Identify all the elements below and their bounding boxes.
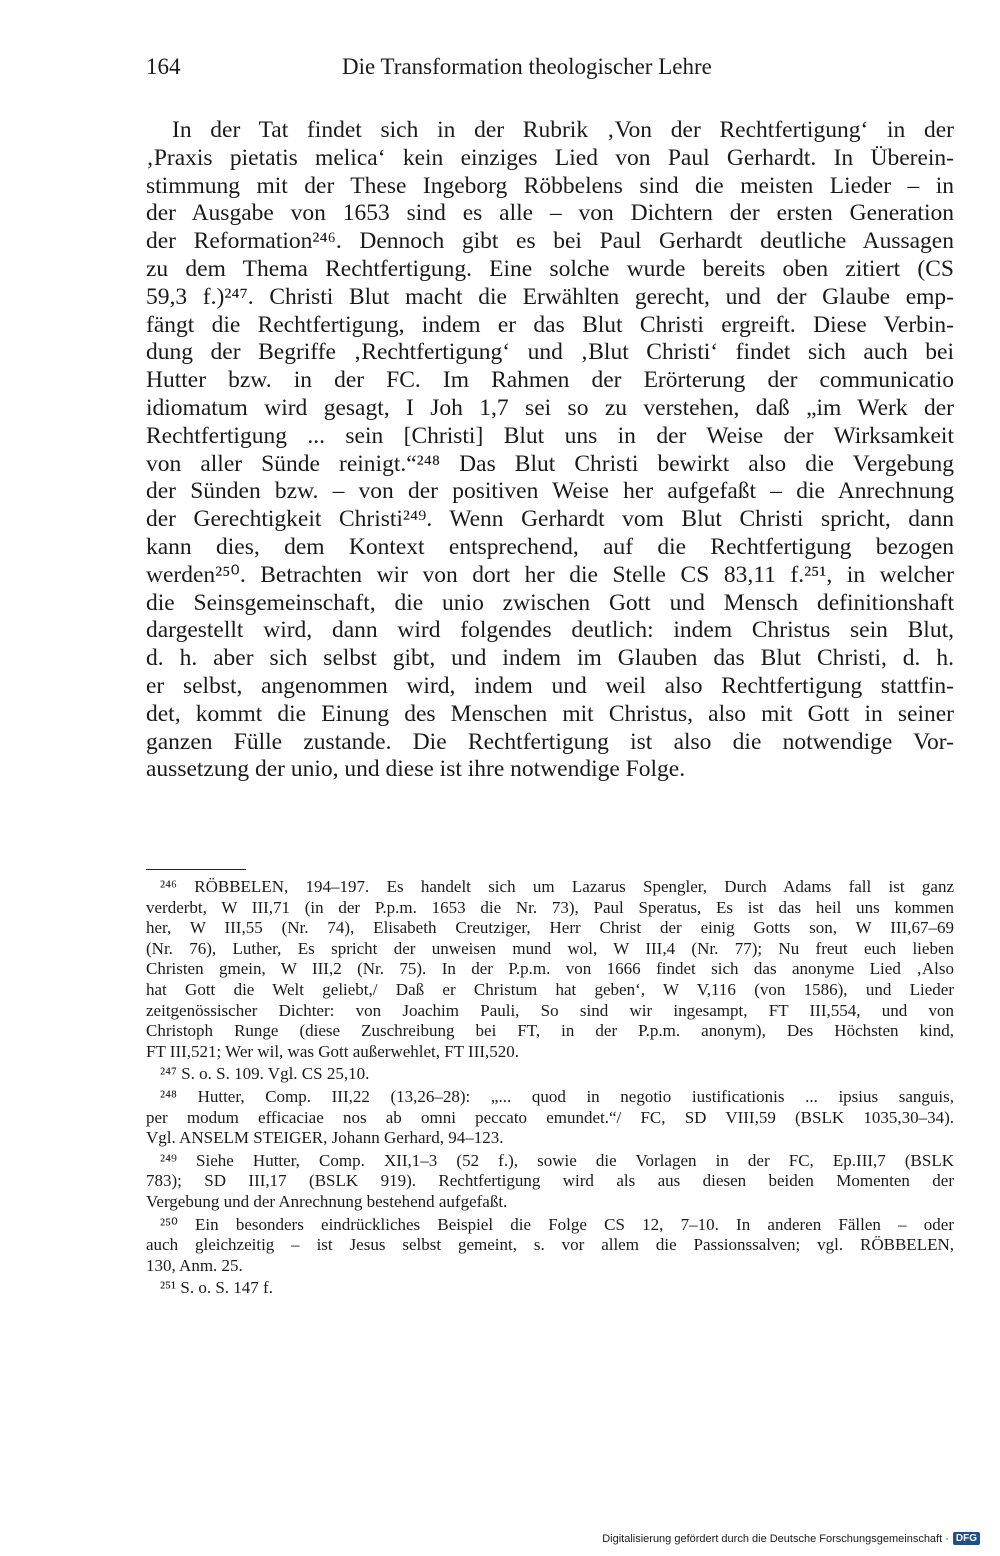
text-line: der Sünden bzw. – von der positiven Weise her aufgefaßt – die Anrechnung <box>146 478 954 505</box>
footnote-line: ²⁴⁸ Hutter, Comp. III,22 (13,26–28): „... quod in negotio iustificationis ... ipsius sanguis, <box>160 1086 954 1106</box>
text-line: Rechtfertigung ... sein [Christi] Blut uns in der Weise der Wirksamkeit <box>146 422 954 449</box>
footnote-line: ²⁴⁹ Siehe Hutter, Comp. XII,1–3 (52 f.), sowie die Vorlagen in der FC, Ep.III,7 (BSLK <box>160 1150 954 1170</box>
text-line: zu dem Thema Rechtfertigung. Eine solche wurde bereits oben zitiert (CS <box>146 255 954 282</box>
footnote-line: FT III,521; Wer wil, was Gott außerwehlet, FT III,520. <box>146 1041 520 1061</box>
footnote-250 <box>146 1215 954 1277</box>
dfg-logo: DFG <box>953 1532 980 1545</box>
text-line: er selbst, angenommen wird, indem und weil also Rechtfertigung stattfin- <box>146 672 954 699</box>
credit-text: Digitalisierung gefördert durch die Deutsche Forschungsgemeinschaft · <box>602 1532 949 1545</box>
text-line: d. h. aber sich selbst gibt, und indem im Glauben das Blut Christi, d. h. <box>146 645 954 672</box>
footnote-line: Christoph Runge (diese Zuschreibung bei FT, in der P.p.m. anonym), Des Höchsten kind, <box>146 1021 954 1041</box>
footnote-line: (Nr. 76), Luther, Es spricht der unweisen mund wol, W III,4 (Nr. 77); Nu freut euch lieben <box>146 938 954 958</box>
footnote-line: per modum efficaciae nos ab omni peccato emundet.“/ FC, SD VIII,59 (BSLK 1035,30–34). <box>146 1107 954 1127</box>
footnote-rule <box>146 869 246 870</box>
footnote-line: Christen gmein, W III,2 (Nr. 75). In der P.p.m. von 1666 findet sich das anonyme Lied ‚Also <box>146 959 954 979</box>
footnote-line: 130, Anm. 25. <box>146 1255 243 1275</box>
footnote-251 <box>146 1278 954 1299</box>
text-line: der Ausgabe von 1653 sind es alle – von Dichtern der ersten Generation <box>146 200 954 227</box>
text-line: 59,3 f.)²⁴⁷. Christi Blut macht die Erwählten gerecht, und der Glaube emp- <box>146 283 954 310</box>
footnote-line: auch gleichzeitig – ist Jesus selbst gemeint, s. vor allem die Passionssalven; vgl. RÖBBELEN, <box>146 1235 954 1255</box>
footnote-246 <box>146 877 954 1062</box>
footnote-247 <box>146 1064 954 1085</box>
footnote-line: ²⁴⁶ RÖBBELEN, 194–197. Es handelt sich um Lazarus Spengler, Durch Adams fall ist ganz <box>160 877 954 896</box>
text-line: von aller Sünde reinigt.“²⁴⁸ Das Blut Christi bewirkt also die Vergebung <box>146 450 954 477</box>
footnote-249 <box>146 1151 954 1213</box>
text-line: kann dies, dem Kontext entsprechend, auf die Rechtfertigung bezogen <box>146 533 954 560</box>
text-line: die Seinsgemeinschaft, die unio zwischen Gott und Mensch definitionshaft <box>146 589 954 616</box>
text-line: fängt die Rechtfertigung, indem er das Blut Christi ergreift. Diese Verbin- <box>146 311 954 338</box>
footnote-line: verderbt, W III,71 (in der P.p.m. 1653 die Nr. 73), Paul Speratus, Es ist das heil uns kommen <box>146 897 954 917</box>
footnote-line: her, W III,55 (Nr. 74), Elisabeth Creutziger, Herr Christ der einig Gotts son, W III,67–69 <box>146 918 954 938</box>
footnote-line: zeitgenössischer Dichter: von Joachim Pauli, So sind wir ingesampt, FT III,554, und von <box>146 1000 954 1020</box>
footnote-line: 783); SD III,17 (BSLK 919). Rechtfertigung wird als aus diesen beiden Momenten der <box>146 1171 954 1191</box>
footnote-line: ²⁵⁰ Ein besonders eindrückliches Beispiel die Folge CS 12, 7–10. In anderen Fällen – oder <box>160 1214 954 1234</box>
main-text <box>146 117 954 784</box>
text-line: Hutter bzw. in der FC. Im Rahmen der Erörterung der communicatio <box>146 367 954 394</box>
footnotes <box>146 877 954 1299</box>
footnote-line: hat Gott die Welt geliebt,/ Daß er Christum hat geben‘, W V,116 (von 1586), und Lieder <box>146 979 954 999</box>
footnote-line: ²⁵¹ S. o. S. 147 f. <box>160 1278 273 1298</box>
footnote-248 <box>146 1087 954 1149</box>
text-line: stimmung mit der These Ingeborg Röbbelens sind die meisten Lieder – in <box>146 172 954 199</box>
footnote-line: Vergebung und der Anrechnung bestehend aufgefaßt. <box>146 1191 508 1211</box>
text-line: werden²⁵⁰. Betrachten wir von dort her die Stelle CS 83,11 f.²⁵¹, in welcher <box>146 561 954 588</box>
text-line: der Reformation²⁴⁶. Dennoch gibt es bei Paul Gerhardt deutliche Aussagen <box>146 228 954 255</box>
text-line: dargestellt wird, dann wird folgendes deutlich: indem Christus sein Blut, <box>146 617 954 644</box>
text-line: der Gerechtigkeit Christi²⁴⁹. Wenn Gerhardt vom Blut Christi spricht, dann <box>146 506 954 533</box>
running-title: Die Transformation theologischer Lehre <box>342 54 712 79</box>
text-line: idiomatum wird gesagt, I Joh 1,7 sei so zu verstehen, daß „im Werk der <box>146 394 954 421</box>
text-line: In der Tat findet sich in der Rubrik ‚Von der Rechtfertigung‘ in der <box>172 117 954 143</box>
text-line: det, kommt die Einung des Menschen mit Christus, also mit Gott in seiner <box>146 700 954 727</box>
footnote-line: Vgl. ANSELM STEIGER, Johann Gerhard, 94–123. <box>146 1128 504 1148</box>
page-number: 164 <box>146 54 181 79</box>
text-line: ‚Praxis pietatis melica‘ kein einziges Lied von Paul Gerhardt. In Überein- <box>146 144 954 171</box>
footnote-line: ²⁴⁷ S. o. S. 109. Vgl. CS 25,10. <box>160 1064 370 1084</box>
text-line: dung der Begriffe ‚Rechtfertigung‘ und ‚Blut Christi‘ findet sich auch bei <box>146 339 954 366</box>
funding-credit <box>602 1532 980 1545</box>
text-line: aussetzung der unio, und diese ist ihre notwendige Folge. <box>146 756 686 783</box>
text-line: ganzen Fülle zustande. Die Rechtfertigung ist also die notwendige Vor- <box>146 728 954 755</box>
